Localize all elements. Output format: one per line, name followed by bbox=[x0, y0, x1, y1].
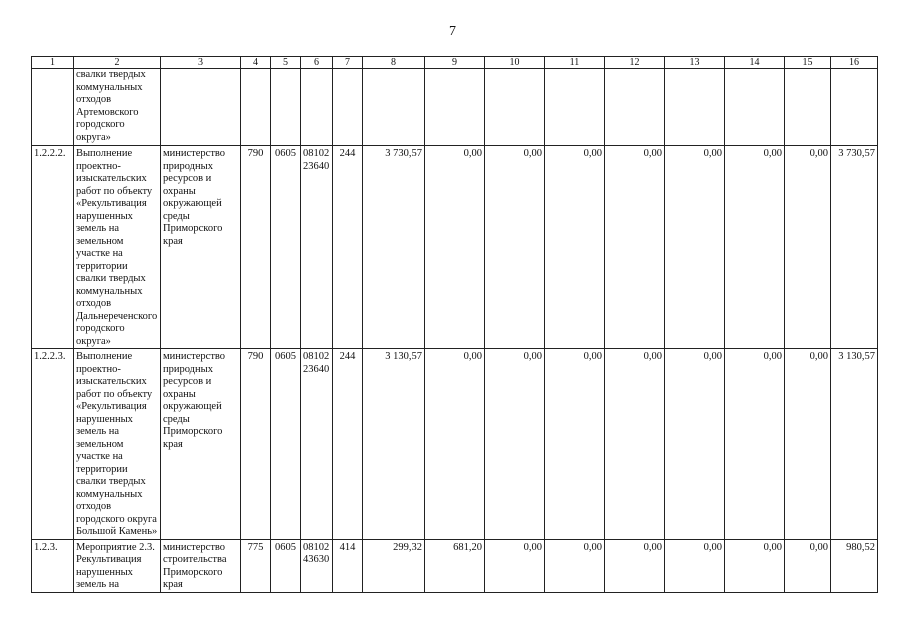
target-article-cell: 08102 23640 bbox=[301, 146, 333, 349]
value-cell: 0,00 bbox=[485, 349, 545, 540]
column-header: 15 bbox=[785, 57, 831, 69]
value-cell: 0,00 bbox=[545, 146, 605, 349]
value-cell bbox=[363, 69, 425, 146]
item-name-cell: Выполнение проектно-изыскательских работ по объекту «Рекультивация нарушенных земель на земельном участке на территории свалки твердых коммунальных отходов Дальнереченского городского округа» bbox=[74, 146, 161, 349]
target-article-cell: 08102 43630 bbox=[301, 539, 333, 592]
column-header: 13 bbox=[665, 57, 725, 69]
table-row bbox=[32, 539, 878, 592]
value-cell bbox=[545, 69, 605, 146]
target-article-cell bbox=[301, 69, 333, 146]
expense-type-cell: 244 bbox=[333, 146, 363, 349]
value-cell: 0,00 bbox=[785, 539, 831, 592]
column-header: 8 bbox=[363, 57, 425, 69]
column-header: 1 bbox=[32, 57, 74, 69]
ministry-code-cell: 790 bbox=[241, 146, 271, 349]
executor-cell: министерство строительства Приморского края bbox=[161, 539, 241, 592]
column-header: 5 bbox=[271, 57, 301, 69]
value-cell: 0,00 bbox=[785, 146, 831, 349]
value-cell: 0,00 bbox=[425, 146, 485, 349]
value-cell bbox=[425, 69, 485, 146]
expense-type-cell bbox=[333, 69, 363, 146]
executor-cell: министерство природных ресурсов и охраны окружающей среды Приморского края bbox=[161, 146, 241, 349]
column-header: 14 bbox=[725, 57, 785, 69]
value-cell: 299,32 bbox=[363, 539, 425, 592]
column-header: 12 bbox=[605, 57, 665, 69]
total-cell: 3 730,57 bbox=[831, 146, 878, 349]
value-cell: 0,00 bbox=[425, 349, 485, 540]
ministry-code-cell bbox=[241, 69, 271, 146]
value-cell: 0,00 bbox=[605, 539, 665, 592]
item-name-cell: Выполнение проектно-изыскательских работ по объекту «Рекультивация нарушенных земель на земельном участке на территории свалки твердых коммунальных отходов городского округа Большой Камень» bbox=[74, 349, 161, 540]
executor-cell: министерство природных ресурсов и охраны окружающей среды Приморского края bbox=[161, 349, 241, 540]
value-cell bbox=[725, 69, 785, 146]
column-header: 11 bbox=[545, 57, 605, 69]
page-number: 7 bbox=[449, 24, 456, 39]
value-cell bbox=[785, 69, 831, 146]
table-row bbox=[32, 349, 878, 540]
value-cell: 681,20 bbox=[425, 539, 485, 592]
budget-table bbox=[31, 56, 878, 593]
ministry-code-cell: 790 bbox=[241, 349, 271, 540]
total-cell bbox=[831, 69, 878, 146]
value-cell: 0,00 bbox=[605, 349, 665, 540]
value-cell: 0,00 bbox=[485, 146, 545, 349]
item-name-cell: свалки твердых коммунальных отходов Артемовского городского округа» bbox=[74, 69, 161, 146]
value-cell: 3 130,57 bbox=[363, 349, 425, 540]
value-cell: 0,00 bbox=[725, 146, 785, 349]
section-code-cell: 0605 bbox=[271, 146, 301, 349]
column-header: 9 bbox=[425, 57, 485, 69]
expense-type-cell: 414 bbox=[333, 539, 363, 592]
column-header: 3 bbox=[161, 57, 241, 69]
section-code-cell bbox=[271, 69, 301, 146]
value-cell: 0,00 bbox=[665, 349, 725, 540]
column-header: 10 bbox=[485, 57, 545, 69]
total-cell: 980,52 bbox=[831, 539, 878, 592]
executor-cell bbox=[161, 69, 241, 146]
column-header: 4 bbox=[241, 57, 271, 69]
value-cell: 0,00 bbox=[485, 539, 545, 592]
section-code-cell: 0605 bbox=[271, 539, 301, 592]
column-header: 6 bbox=[301, 57, 333, 69]
column-header: 2 bbox=[74, 57, 161, 69]
section-code-cell: 0605 bbox=[271, 349, 301, 540]
value-cell: 0,00 bbox=[785, 349, 831, 540]
value-cell bbox=[485, 69, 545, 146]
value-cell: 0,00 bbox=[545, 349, 605, 540]
item-code-cell: 1.2.2.3. bbox=[32, 349, 74, 540]
target-article-cell: 08102 23640 bbox=[301, 349, 333, 540]
column-header: 7 bbox=[333, 57, 363, 69]
ministry-code-cell: 775 bbox=[241, 539, 271, 592]
item-name-cell: Мероприятие 2.3. Рекультивация нарушенных земель на bbox=[74, 539, 161, 592]
value-cell: 0,00 bbox=[545, 539, 605, 592]
item-code-cell: 1.2.3. bbox=[32, 539, 74, 592]
value-cell: 0,00 bbox=[725, 539, 785, 592]
value-cell: 0,00 bbox=[665, 539, 725, 592]
column-header: 16 bbox=[831, 57, 878, 69]
value-cell bbox=[665, 69, 725, 146]
value-cell: 0,00 bbox=[605, 146, 665, 349]
table-row bbox=[32, 69, 878, 146]
value-cell: 3 730,57 bbox=[363, 146, 425, 349]
value-cell bbox=[605, 69, 665, 146]
table-row bbox=[32, 146, 878, 349]
value-cell: 0,00 bbox=[665, 146, 725, 349]
table-header-row bbox=[32, 57, 878, 69]
expense-type-cell: 244 bbox=[333, 349, 363, 540]
total-cell: 3 130,57 bbox=[831, 349, 878, 540]
value-cell: 0,00 bbox=[725, 349, 785, 540]
item-code-cell: 1.2.2.2. bbox=[32, 146, 74, 349]
item-code-cell bbox=[32, 69, 74, 146]
